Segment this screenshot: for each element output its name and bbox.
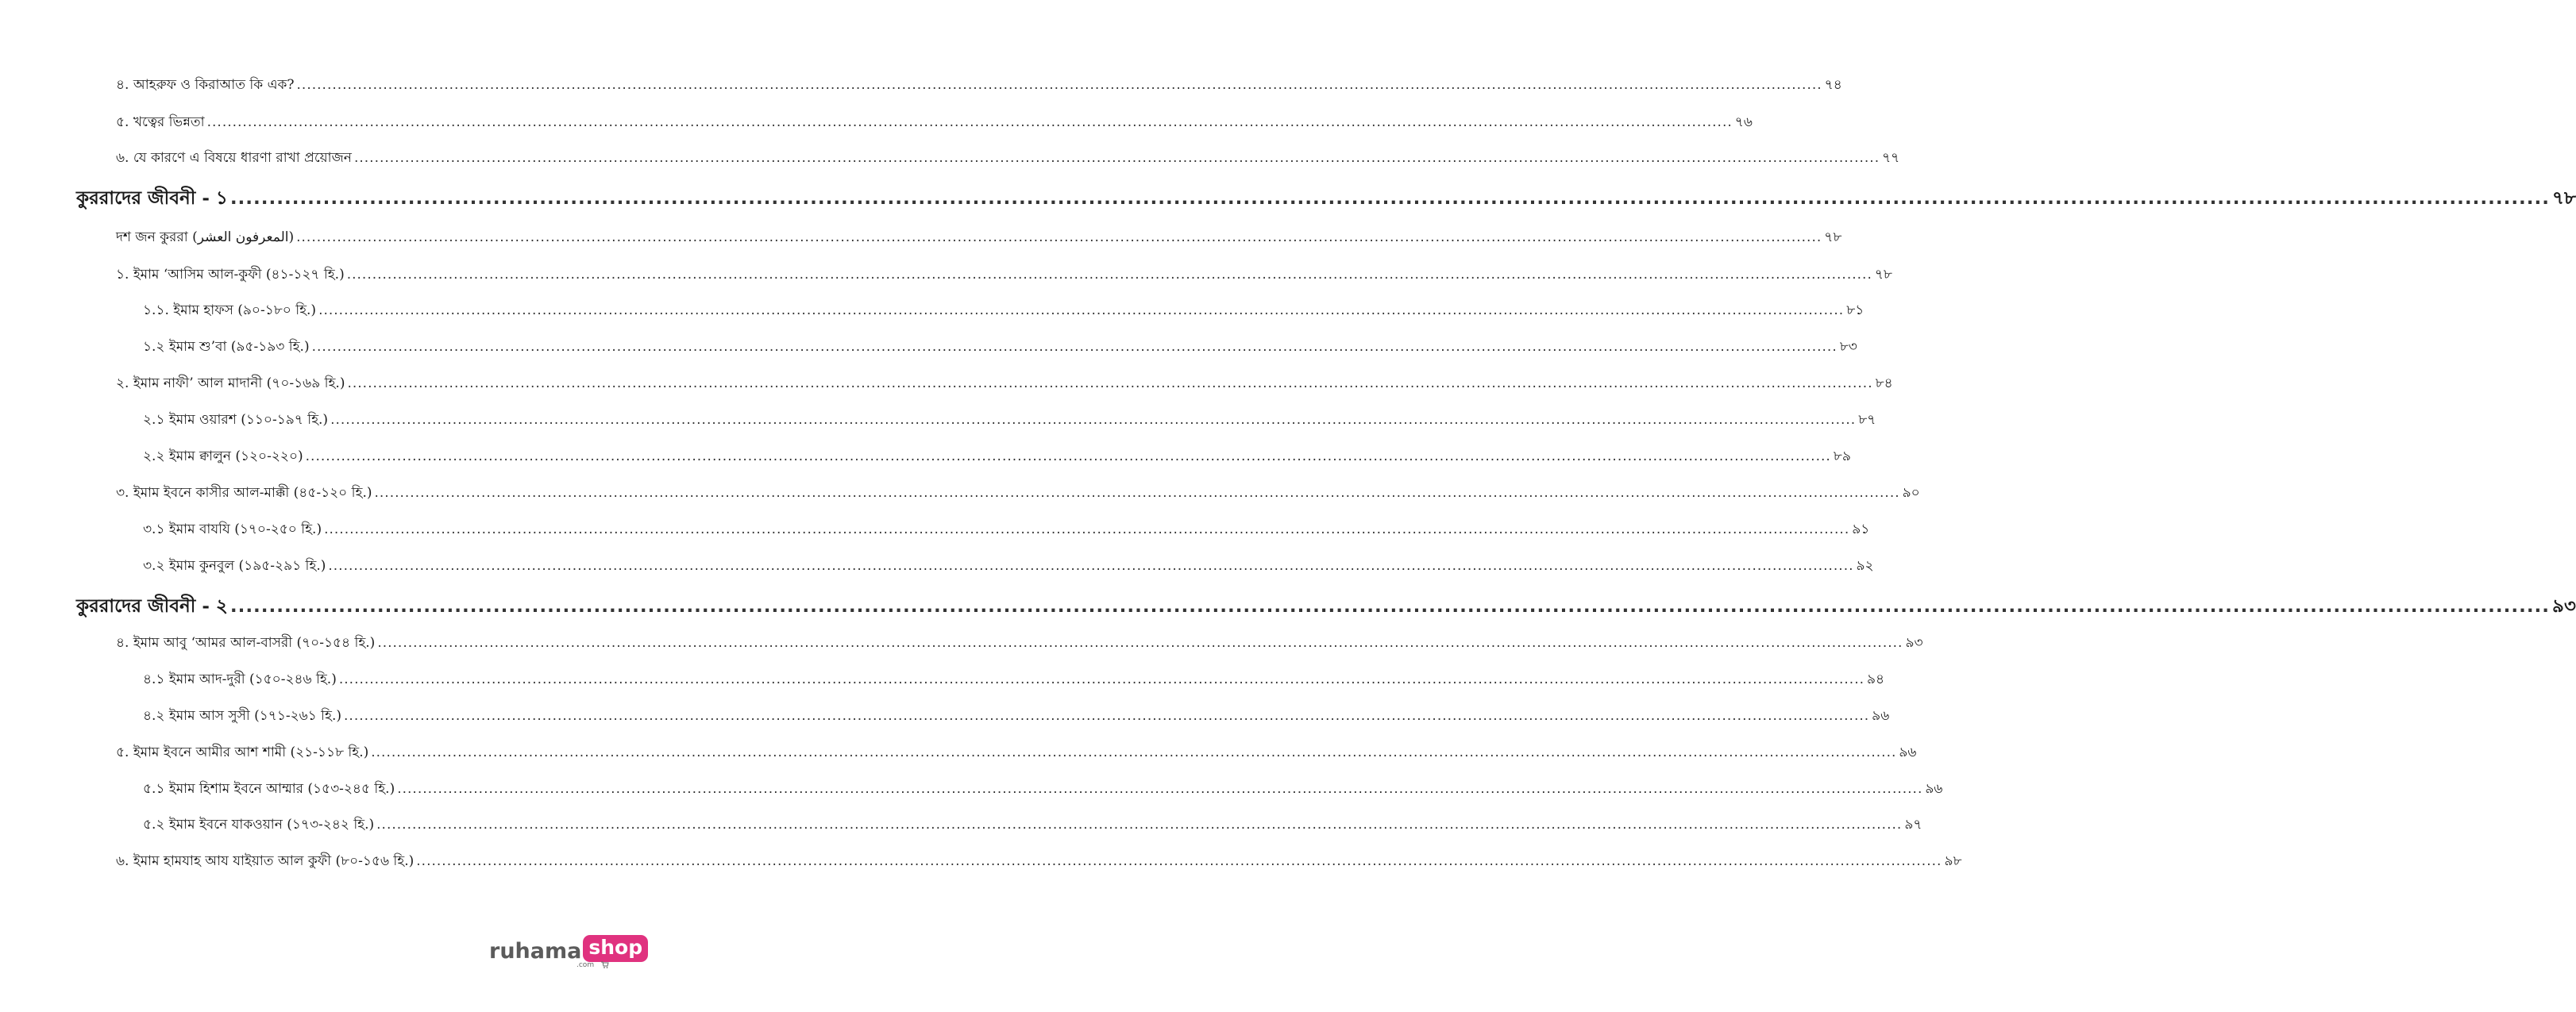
- toc-page-number: ৯৬: [1872, 708, 1890, 724]
- dot-leader: ............................................................................................................................................................................................................................................................................................................: [229, 188, 2551, 209]
- toc-subentry[interactable]: [143, 556, 1874, 575]
- dot-leader: ............................................................................................................................................................................................................................................................................................................: [346, 267, 1872, 283]
- logo-domain: .com: [577, 961, 595, 969]
- toc-subentry[interactable]: [143, 706, 1890, 725]
- toc-entry[interactable]: [116, 228, 1842, 247]
- dot-leader: ............................................................................................................................................................................................................................................................................................................: [311, 339, 1838, 355]
- toc-page-number: ৯০: [1902, 485, 1920, 501]
- toc-chapter-title: কুররাদের জীবনী - ১: [76, 187, 228, 209]
- dot-leader: ............................................................................................................................................................................................................................................................................................................: [376, 817, 1903, 833]
- toc-entry-title: ৫. খত্বের ভিন্নতা: [116, 114, 205, 130]
- toc-page-number: ৭৮: [1874, 267, 1892, 283]
- toc-page-number: ৮৭: [1858, 412, 1876, 428]
- toc-entry-title: ৩. ইমাম ইবনে কাসীর আল-মাক্কী (৪৫-১২০ হি.): [116, 485, 372, 501]
- dot-leader: ............................................................................................................................................................................................................................................................................................................: [347, 375, 1873, 391]
- toc-page-number: ৯৩: [2552, 595, 2576, 617]
- toc-entry-title: ১.২ ইমাম শু’বা (৯৫-১৯৩ হি.): [143, 339, 310, 355]
- toc-subentry[interactable]: [143, 815, 1922, 834]
- dot-leader: ............................................................................................................................................................................................................................................................................................................: [229, 596, 2551, 617]
- toc-page-number: ৭৮: [2552, 187, 2576, 209]
- dot-leader: ............................................................................................................................................................................................................................................................................................................: [371, 745, 1897, 760]
- toc-entry-title: দশ জন কুররা (المعرفون العشر): [116, 229, 295, 245]
- toc-entry-title: ২.২ ইমাম ক্বালুন (১২০-২২০): [143, 448, 303, 464]
- toc-subentry[interactable]: [143, 447, 1851, 466]
- toc-page-number: ৭৭: [1882, 150, 1900, 166]
- toc-chapter-heading[interactable]: [76, 187, 2576, 210]
- dot-leader: ............................................................................................................................................................................................................................................................................................................: [318, 302, 1845, 318]
- dot-leader: ............................................................................................................................................................................................................................................................................................................: [338, 671, 1865, 687]
- toc-page-number: ৭৬: [1734, 114, 1753, 130]
- toc-entry[interactable]: [116, 852, 1962, 871]
- dot-leader: ............................................................................................................................................................................................................................................................................................................: [344, 708, 1870, 724]
- toc-entry-title: ৫.২ ইমাম ইবনে যাকওয়ান (১৭৩-২৪২ হি.): [143, 817, 375, 833]
- ruhamashop-logo: [489, 935, 648, 967]
- toc-entry-title: ৪. আহরুফ ও কিরাআত কি এক?: [116, 77, 295, 93]
- toc-entry-title: ৪. ইমাম আবু ‘আমর আল-বাসরী (৭০-১৫৪ হি.): [116, 635, 376, 651]
- toc-page-number: ৭৪: [1824, 77, 1842, 93]
- cart-icon: [601, 961, 609, 968]
- toc-page-number: ৯৭: [1904, 817, 1922, 833]
- logo-shop-bubble: shop: [583, 935, 648, 962]
- toc-chapter-title: কুররাদের জীবনী - ২: [76, 595, 228, 617]
- toc-entry[interactable]: [116, 374, 1893, 393]
- logo-wordmark: ruhama: [489, 939, 582, 964]
- toc-page-number: ৯৬: [1899, 745, 1917, 760]
- toc-entry-title: ২.১ ইমাম ওয়ারশ (১১০-১৯৭ হি.): [143, 412, 329, 428]
- dot-leader: ............................................................................................................................................................................................................................................................................................................: [374, 485, 1900, 501]
- toc-entry-title: ৫.১ ইমাম হিশাম ইবনে আম্মার (১৫৩-২৪৫ হি.): [143, 781, 395, 797]
- toc-entry-title: ৫. ইমাম ইবনে আমীর আশ শামী (২১-১১৮ হি.): [116, 745, 369, 760]
- toc-entry-title: ১.১. ইমাম হাফস (৯০-১৮০ হি.): [143, 302, 317, 318]
- toc-page-number: ৯৩: [1905, 635, 1923, 651]
- dot-leader: ............................................................................................................................................................................................................................................................................................................: [296, 77, 1822, 93]
- toc-page-number: ৮৯: [1833, 448, 1851, 464]
- dot-leader: ............................................................................................................................................................................................................................................................................................................: [328, 558, 1854, 574]
- toc-entry[interactable]: [116, 148, 1900, 167]
- dot-leader: ............................................................................................................................................................................................................................................................................................................: [353, 150, 1880, 166]
- toc-page-number: ৯৬: [1925, 781, 1943, 797]
- toc-entry[interactable]: [116, 113, 1753, 132]
- dot-leader: ............................................................................................................................................................................................................................................................................................................: [324, 521, 1850, 537]
- toc-subentry[interactable]: [143, 301, 1865, 320]
- toc-entry-title: ২. ইমাম নাফী’ আল মাদানী (৭০-১৬৯ হি.): [116, 375, 345, 391]
- toc-entry-title: ৪.১ ইমাম আদ-দুরী (১৫০-২৪৬ হি.): [143, 671, 337, 687]
- toc-page-number: ৯১: [1852, 521, 1870, 537]
- dot-leader: ............................................................................................................................................................................................................................................................................................................: [330, 412, 1857, 428]
- toc-subentry[interactable]: [143, 337, 1857, 356]
- dot-leader: ............................................................................................................................................................................................................................................................................................................: [397, 781, 1923, 797]
- toc-page-number: ৮১: [1846, 302, 1865, 318]
- toc-entry[interactable]: [116, 483, 1920, 502]
- toc-chapter-heading[interactable]: [76, 595, 2576, 618]
- toc-entry-title: ৩.১ ইমাম বাযযি (১৭০-২৫০ হি.): [143, 521, 322, 537]
- toc-entry-title: ১. ইমাম ‘আসিম আল-কুফী (৪১-১২৭ হি.): [116, 267, 345, 283]
- toc-entry[interactable]: [116, 75, 1842, 94]
- toc-entry[interactable]: [116, 743, 1917, 762]
- toc-subentry[interactable]: [143, 670, 1885, 689]
- toc-entry[interactable]: [116, 633, 1923, 652]
- toc-page-number: ৭৮: [1824, 229, 1842, 245]
- toc-entry[interactable]: [116, 265, 1892, 284]
- toc-entry-title: ৬. যে কারণে এ বিষয়ে ধারণা রাখা প্রয়োজন: [116, 150, 352, 166]
- dot-leader: ............................................................................................................................................................................................................................................................................................................: [416, 853, 1942, 869]
- toc-subentry[interactable]: [143, 520, 1870, 539]
- toc-page-number: ৮৩: [1839, 339, 1857, 355]
- dot-leader: ............................................................................................................................................................................................................................................................................................................: [296, 229, 1822, 245]
- dot-leader: ............................................................................................................................................................................................................................................................................................................: [377, 635, 1903, 651]
- toc-page-number: ৯৪: [1867, 671, 1885, 687]
- toc-page-number: ৯৮: [1944, 853, 1962, 869]
- toc-entry-title: ৪.২ ইমাম আস সুসী (১৭১-২৬১ হি.): [143, 708, 342, 724]
- toc-subentry[interactable]: [143, 779, 1943, 798]
- toc-page-number: ৯২: [1856, 558, 1874, 574]
- dot-leader: ............................................................................................................................................................................................................................................................................................................: [305, 448, 1831, 464]
- dot-leader: ............................................................................................................................................................................................................................................................................................................: [206, 114, 1733, 130]
- toc-entry-title: ৩.২ ইমাম কুনবুল (১৯৫-২৯১ হি.): [143, 558, 326, 574]
- toc-subentry[interactable]: [143, 410, 1876, 429]
- toc-entry-title: ৬. ইমাম হামযাহ আয যাইয়াত আল কুফী (৮০-১৫৬ হি.): [116, 853, 415, 869]
- toc-page-number: ৮৪: [1875, 375, 1893, 391]
